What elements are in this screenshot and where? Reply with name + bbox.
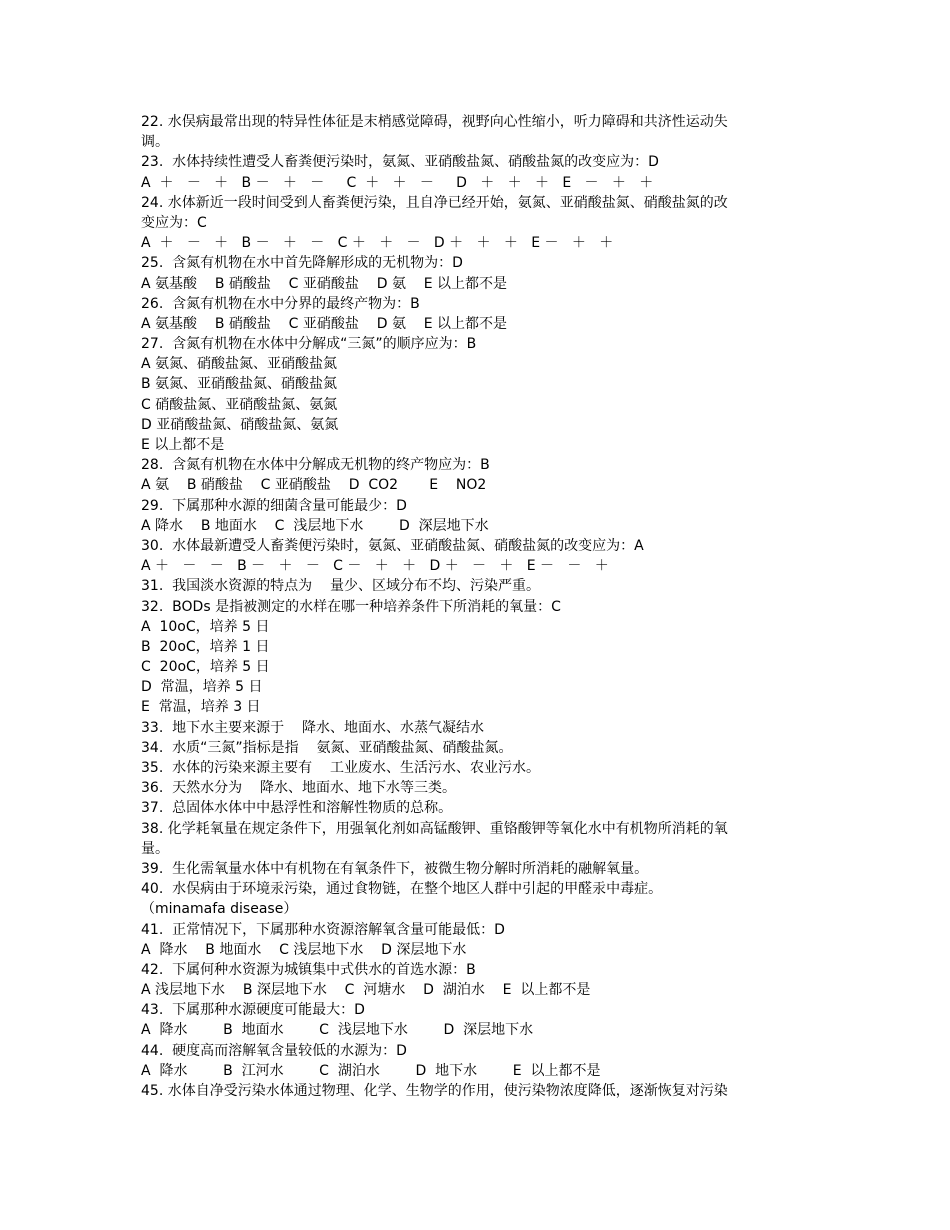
text-line: 33. 地下水主要来源于 降水、地面水、水蒸气凝结水: [141, 719, 484, 736]
text-line: 29. 下属那种水源的细菌含量可能最少：D: [141, 497, 407, 514]
text-line: A 降水 B 地面水 C 浅层地下水 D 深层地下水: [141, 1022, 534, 1039]
text-line: 调。: [141, 134, 169, 151]
text-line: 25. 含氮有机物在水中首先降解形成的无机物为：D: [141, 255, 463, 272]
text-line: 22. 水俣病最常出现的特异性体征是末梢感觉障碍，视野向心性缩小，听力障碍和共济性运动失: [141, 114, 728, 130]
text-line: 27. 含氮有机物在水体中分解成“三氮”的顺序应为：B: [141, 336, 477, 353]
text-line: D 亚硝酸盐氮、硝酸盐氮、氨氮: [141, 416, 339, 433]
text-line: A 氨氮、硝酸盐氮、亚硝酸盐氮: [141, 356, 338, 373]
text-line: 32. BODs 是指被测定的水样在哪一种培养条件下所消耗的氧量：C: [141, 598, 561, 615]
text-line: E 以上都不是: [141, 437, 225, 453]
text-line: 31. 我国淡水资源的特点为 量少、区域分布不均、污染严重。: [141, 578, 540, 595]
text-line: 变应为：C: [141, 214, 207, 231]
text-line: A 氨 B 硝酸盐 C 亚硝酸盐 D CO2 E NO2: [141, 477, 487, 494]
text-line: A 10oC，培养 5 日: [141, 618, 270, 635]
text-line: 26. 含氮有机物在水中分界的最终产物为：B: [141, 295, 420, 312]
text-line: 43. 下属那种水源硬度可能最大：D: [141, 1002, 365, 1019]
text-line: A 氨基酸 B 硝酸盐 C 亚硝酸盐 D 氨 E 以上都不是: [141, 315, 508, 332]
text-line: 41. 正常情况下，下属那种水资源溶解氧含量可能最低：D: [141, 921, 505, 938]
text-line: 38. 化学耗氧量在规定条件下，用强氧化剂如高锰酸钾、重铬酸钾等氧化水中有机物所消耗的氧: [141, 820, 728, 837]
text-line: D 常温，培养 5 日: [141, 679, 263, 696]
text-line: A 降水 B 地面水 C 浅层地下水 D 深层地下水: [141, 517, 489, 534]
text-line: A 降水 B 江河水 C 湖泊水 D 地下水 E 以上都不是: [141, 1062, 601, 1079]
text-line: A 氨基酸 B 硝酸盐 C 亚硝酸盐 D 氨 E 以上都不是: [141, 275, 508, 292]
text-line: B 20oC，培养 1 日: [141, 638, 270, 655]
text-line: 34. 水质“三氮”指标是指 氨氮、亚硝酸盐氮、硝酸盐氮。: [141, 739, 513, 756]
text-line: C 20oC，培养 5 日: [141, 659, 270, 676]
text-line: A 浅层地下水 B 深层地下水 C 河塘水 D 湖泊水 E 以上都不是: [141, 982, 591, 999]
text-line: A ＋ － ＋ B － ＋ － C ＋ ＋ － D ＋ ＋ ＋ E － ＋ ＋: [141, 174, 654, 191]
text-line: 44. 硬度高而溶解氧含量较低的水源为：D: [141, 1042, 407, 1059]
text-line: 45. 水体自净受污染水体通过物理、化学、生物学的作用，使污染物浓度降低，逐渐恢复对污染: [141, 1083, 728, 1099]
text-line: 量。: [141, 840, 169, 857]
text-line: 23. 水体持续性遭受人畜粪便污染时，氨氮、亚硝酸盐氮、硝酸盐氮的改变应为：D: [141, 154, 659, 171]
text-line: B 氨氮、亚硝酸盐氮、硝酸盐氮: [141, 376, 338, 393]
text-line: E 常温，培养 3 日: [141, 699, 261, 716]
text-line: （minamafa disease）: [141, 901, 298, 918]
text-line: 42. 下属何种水资源为城镇集中式供水的首选水源：B: [141, 961, 476, 978]
text-line: A 降水 B 地面水 C 浅层地下水 D 深层地下水: [141, 941, 467, 958]
text-line: 24. 水体新近一段时间受到人畜粪便污染，且自净已经开始，氨氮、亚硝酸盐氮、硝酸盐氮的改: [141, 194, 728, 211]
text-line: C 硝酸盐氮、亚硝酸盐氮、氨氮: [141, 396, 338, 413]
text-line: 39. 生化需氧量水体中有机物在有氧条件下，被微生物分解时所消耗的融解氧量。: [141, 860, 649, 877]
text-line: A ＋ － ＋ B － ＋ － C ＋ ＋ － D ＋ ＋ ＋ E － ＋ ＋: [141, 235, 614, 252]
text-line: 35. 水体的污染来源主要有 工业废水、生活污水、农业污水。: [141, 760, 540, 776]
text-line: 37. 总固体水体中中悬浮性和溶解性物质的总称。: [141, 800, 453, 817]
text-line: 28. 含氮有机物在水体中分解成无机物的终产物应为：B: [141, 457, 490, 474]
text-line: 30. 水体最新遭受人畜粪便污染时，氨氮、亚硝酸盐氮、硝酸盐氮的改变应为：A: [141, 537, 644, 554]
text-line: 40. 水俣病由于环境汞污染，通过食物链，在整个地区人群中引起的甲醛汞中毒症。: [141, 881, 663, 898]
document-text: [141, 112, 817, 1101]
text-line: A ＋ － － B － ＋ － C － ＋ ＋ D ＋ － ＋ E － － ＋: [141, 558, 609, 575]
text-line: 36. 天然水分为 降水、地面水、地下水等三类。: [141, 780, 456, 797]
